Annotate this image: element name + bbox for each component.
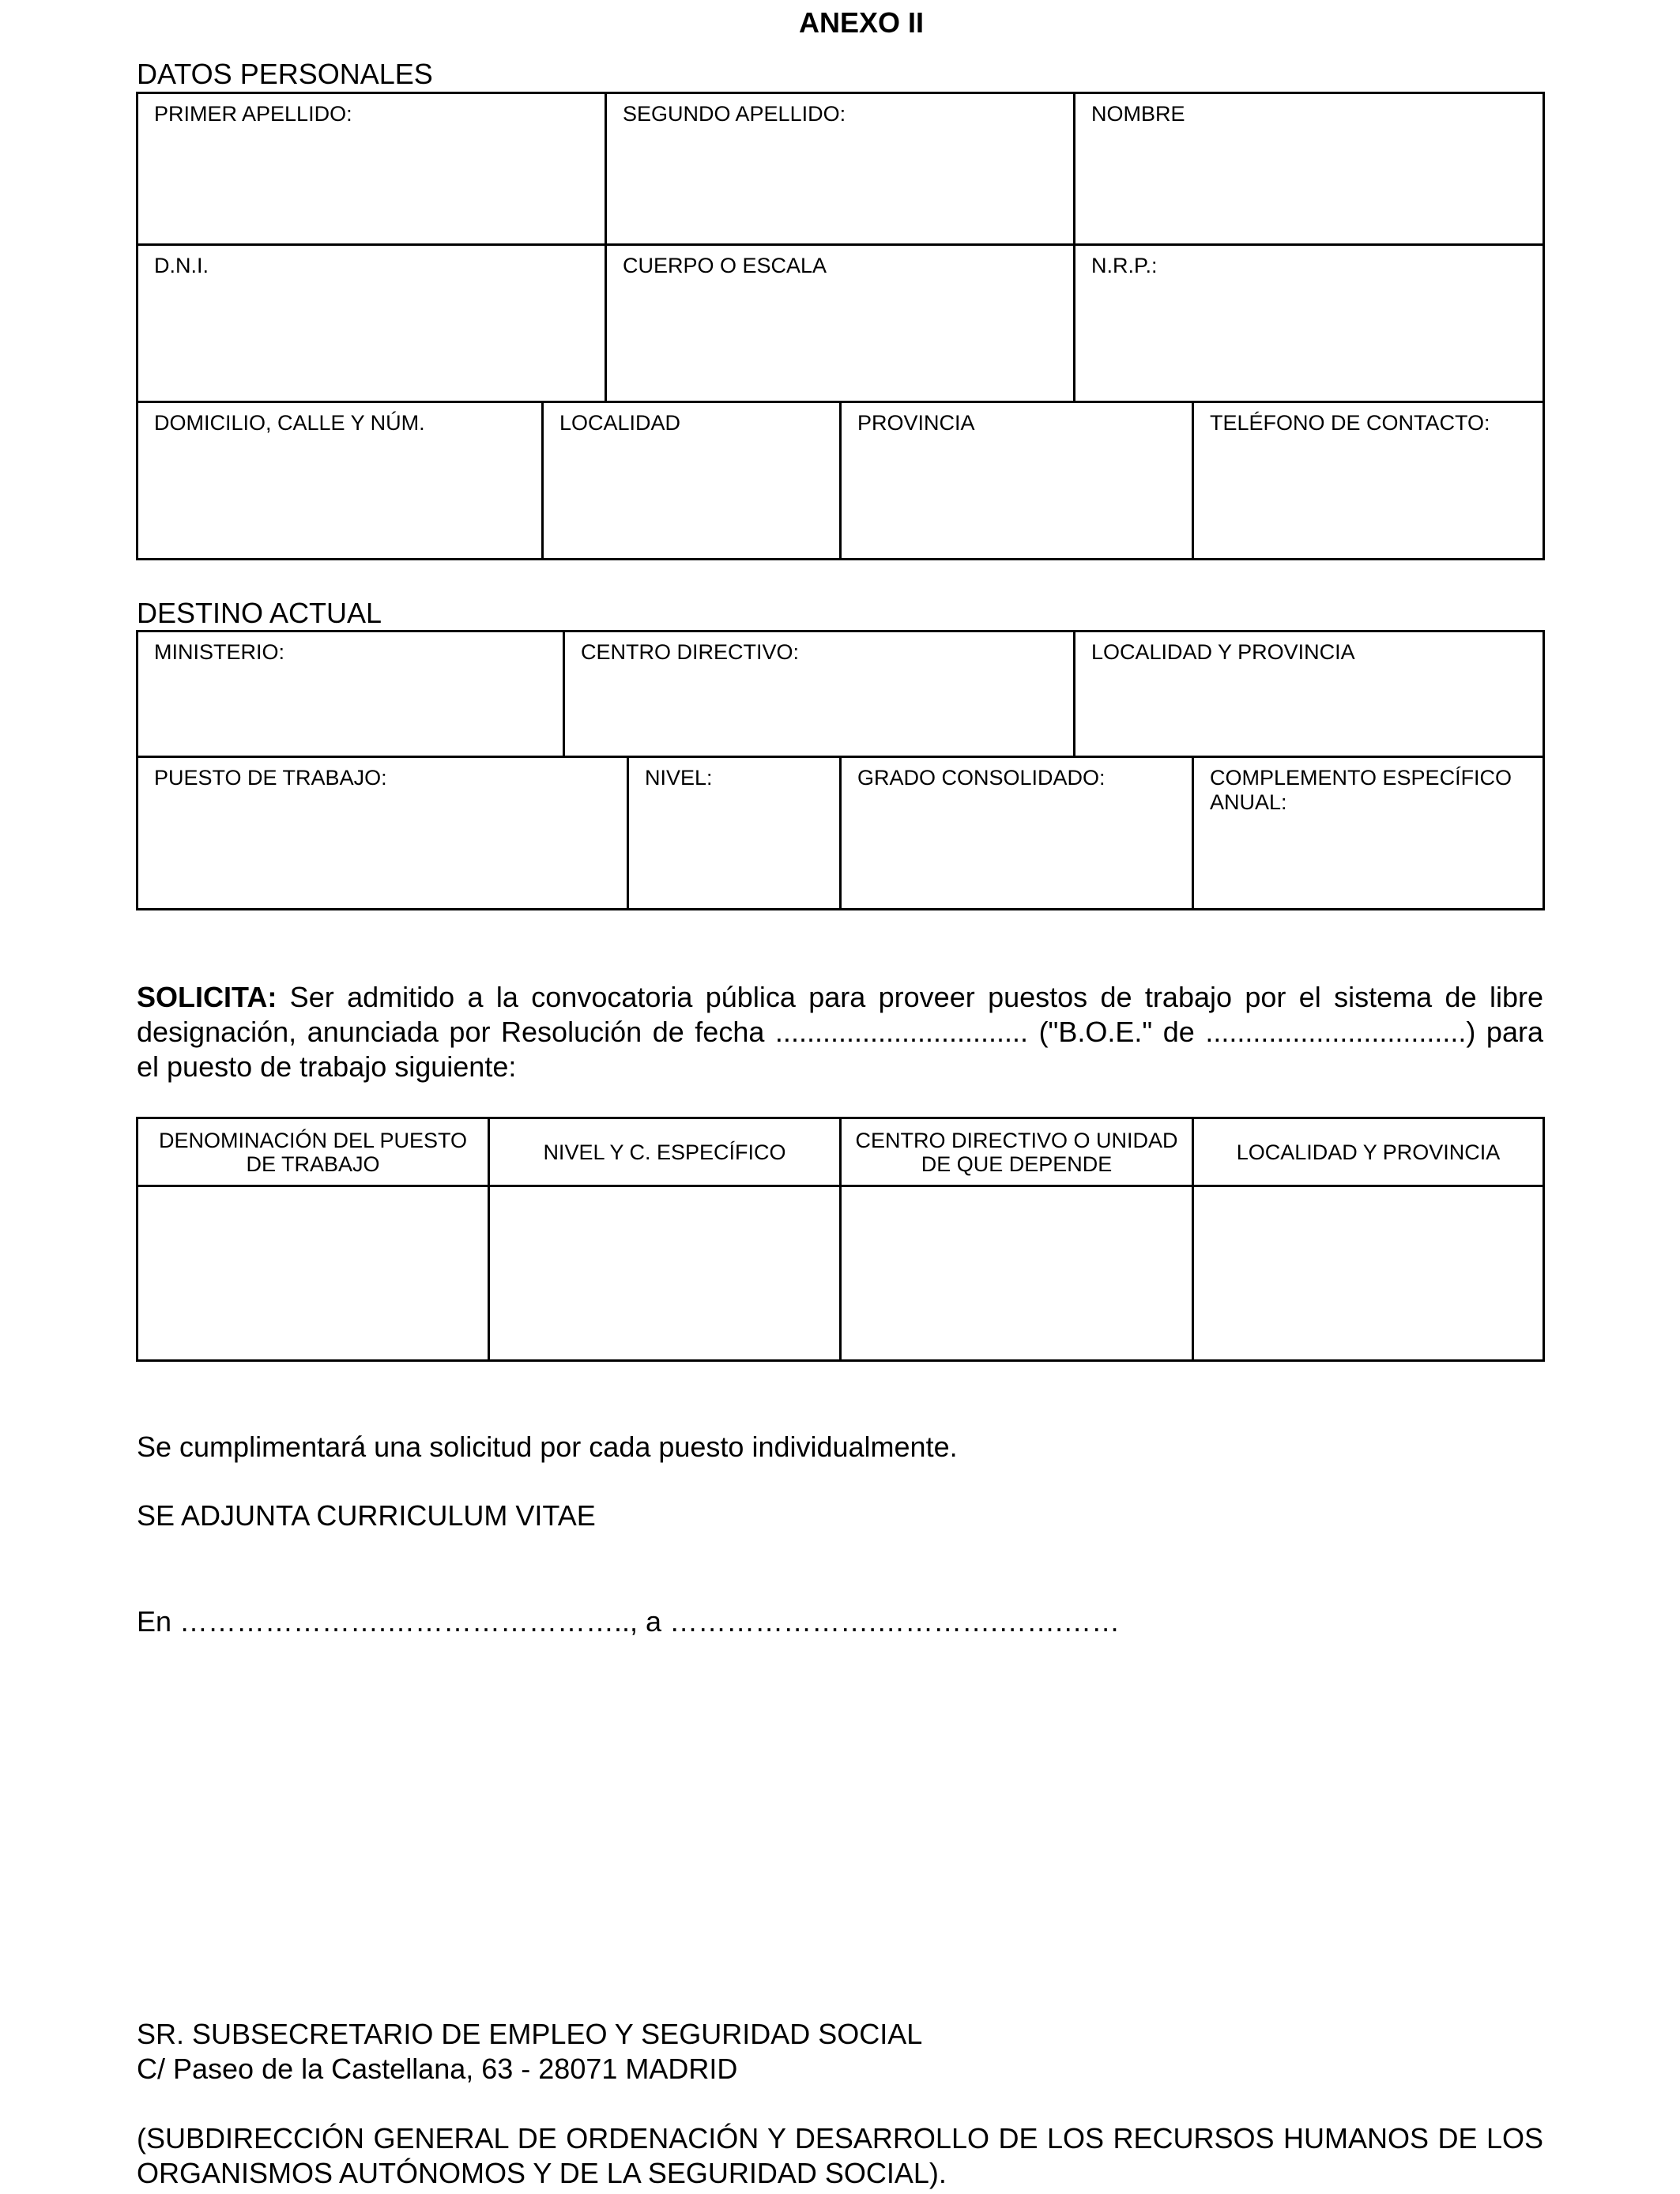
section-heading-destino-actual: DESTINO ACTUAL [137,597,382,629]
field-label: LOCALIDAD [559,411,681,435]
field-centro-directivo[interactable] [563,630,1075,758]
field-domicilio[interactable] [136,401,544,560]
addressee-subdireccion: (SUBDIRECCIÓN GENERAL DE ORDENACIÓN Y DESARROLLO DE LOS RECURSOS HUMANOS DE LOS ORGANISMOS AUTÓNOMOS Y DE LA SEGURIDAD SOCIAL). [137,2122,1543,2189]
field-nivel[interactable] [627,756,842,910]
field-telefono[interactable] [1192,401,1545,560]
table-header-centro-directivo: CENTRO DIRECTIVO O UNIDAD DE QUE DEPENDE [839,1117,1194,1187]
field-segundo-apellido[interactable] [605,92,1075,246]
field-nombre[interactable] [1073,92,1545,246]
field-label: D.N.I. [154,254,209,277]
field-label: LOCALIDAD Y PROVINCIA [1091,640,1355,664]
table-cell-centro-directivo[interactable] [839,1185,1194,1362]
addressee-line-1: SR. SUBSECRETARIO DE EMPLEO Y SEGURIDAD SOCIAL [137,2018,923,2050]
solicita-label: SOLICITA: [137,981,277,1013]
field-label: DOMICILIO, CALLE Y NÚM. [154,411,425,435]
note-individual: Se cumplimentará una solicitud por cada puesto individualmente. [137,1431,958,1463]
field-cuerpo-escala[interactable] [605,243,1075,403]
table-cell-denominacion[interactable] [136,1185,490,1362]
field-label: PUESTO DE TRABAJO: [154,766,387,790]
field-complemento-especifico[interactable] [1192,756,1545,910]
table-cell-localidad-provincia[interactable] [1192,1185,1545,1362]
field-label: N.R.P.: [1091,254,1158,277]
field-label: NOMBRE [1091,102,1185,126]
field-label: PRIMER APELLIDO: [154,102,352,126]
field-localidad[interactable] [541,401,842,560]
table-header-localidad-provincia: LOCALIDAD Y PROVINCIA [1192,1117,1545,1187]
field-localidad-provincia[interactable] [1073,630,1545,758]
table-cell-nivel[interactable] [488,1185,842,1362]
note-curriculum: SE ADJUNTA CURRICULUM VITAE [137,1499,596,1532]
field-primer-apellido[interactable] [136,92,607,246]
document-title: ANEXO II [798,6,925,39]
solicita-paragraph [137,980,1543,1084]
table-header-nivel: NIVEL Y C. ESPECÍFICO [488,1117,842,1187]
table-header-denominacion: DENOMINACIÓN DEL PUESTO DE TRABAJO [136,1117,490,1187]
field-label: COMPLEMENTO ESPECÍFICO ANUAL: [1210,766,1512,814]
field-puesto-trabajo[interactable] [136,756,629,910]
field-label: CUERPO O ESCALA [623,254,827,277]
field-provincia[interactable] [839,401,1194,560]
field-label: SEGUNDO APELLIDO: [623,102,846,126]
field-ministerio[interactable] [136,630,565,758]
place-date-line[interactable]: En ………………….…………………….., a ………………….………….…….…… [137,1605,1121,1638]
solicita-text: Ser admitido a la convocatoria pública para proveer puestos de trabajo por el sistema de libre designación, anunciada por Resolución de fecha ................................ ("B.O.E." de .................................) para el puesto de trabajo siguiente: [137,981,1543,1083]
field-label: CENTRO DIRECTIVO: [581,640,800,664]
field-label: NIVEL: [645,766,713,790]
field-nrp[interactable] [1073,243,1545,403]
addressee-address: C/ Paseo de la Castellana, 63 - 28071 MADRID [137,2053,738,2085]
field-grado-consolidado[interactable] [839,756,1194,910]
field-dni[interactable] [136,243,607,403]
field-label: MINISTERIO: [154,640,285,664]
section-heading-datos-personales: DATOS PERSONALES [137,58,433,90]
field-label: TELÉFONO DE CONTACTO: [1210,411,1490,435]
field-label: PROVINCIA [857,411,975,435]
field-label: GRADO CONSOLIDADO: [857,766,1106,790]
